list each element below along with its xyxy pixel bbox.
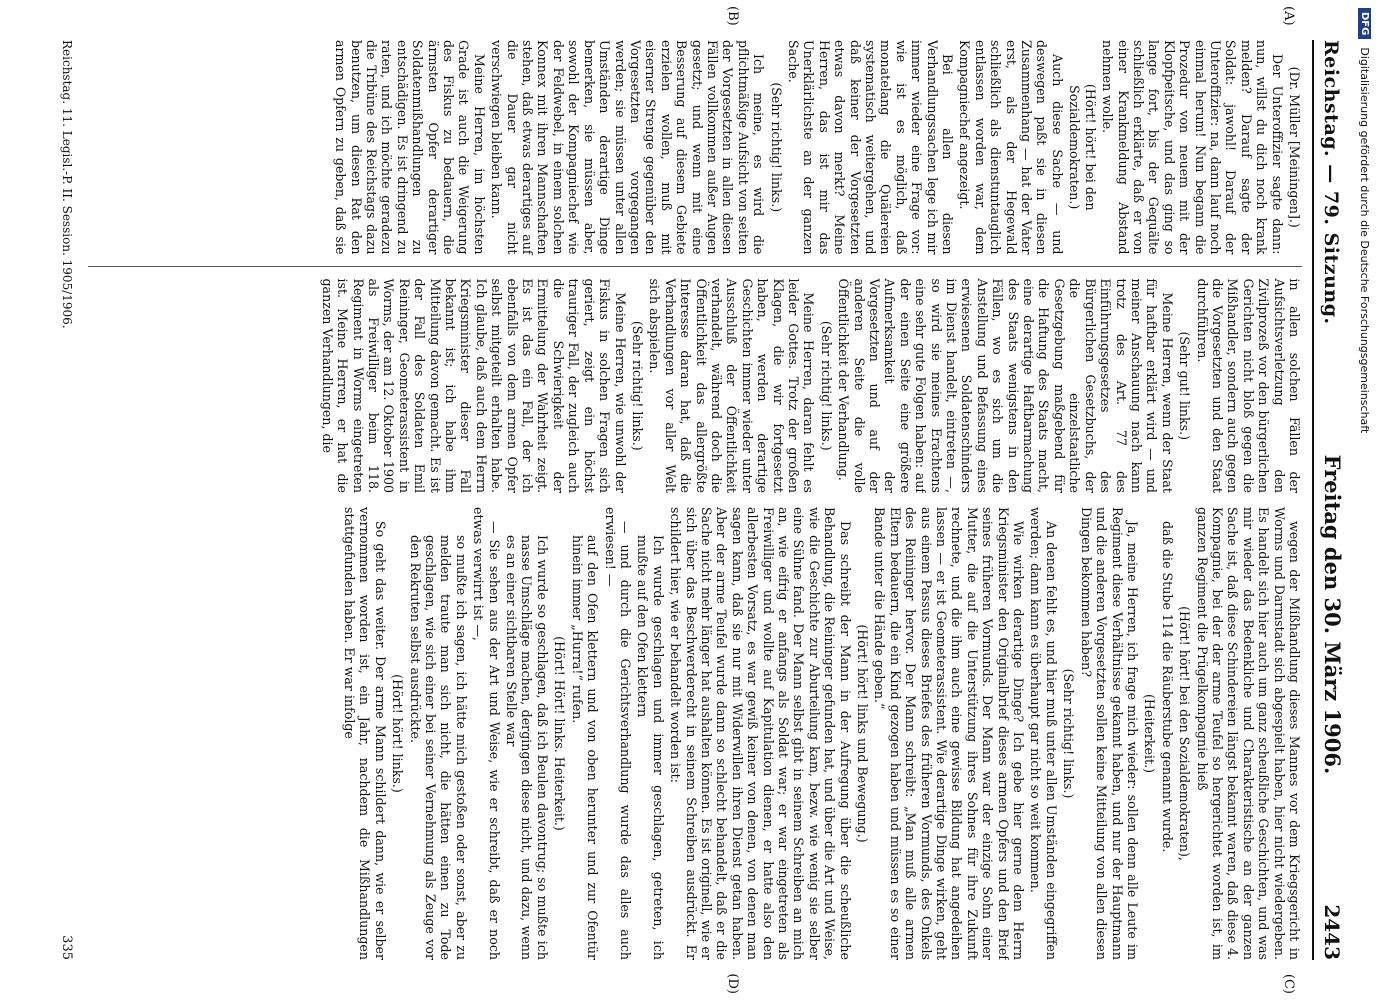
paragraph: so mußte ich sagen, ich hätte mich gestoßen oder sonst, aber zu melden traute man sich nicht, die hätten einen zu Tode geschlagen, wie sich einer bei seiner Vernehmung als Zeuge vor den Rekruten selbst ausdrückte. [407, 535, 469, 960]
header-session: Reichstag. — 79. Sitzung. [1320, 40, 1342, 325]
paragraph: Der Unteroffizier sagte dann: nun, willst du dich noch krank melden? Darauf sagte der Soldat: jawohl! Darauf der Unteroffizier: na, dann lauf noch einmal herum! Nun begann die Prozedur von neuem mit der Klopfpeitsche, und das ging so lange fort, bis der Gequälte schließlich erklärte, daß er von einer Krankmeldung Abstand nehmen wolle. [1100, 40, 1285, 255]
header-date: Freitag den 30. März 1906. [1320, 454, 1345, 775]
paragraph: — Sie sehen aus der Art und Weise, wie er schreibt, daß er noch etwas verwirrt ist —, [471, 507, 502, 960]
interjection: (Sehr richtig! links.) [629, 320, 645, 451]
interjection: (Dr. Müller [Meiningen].) [1287, 66, 1302, 228]
paragraph: Auch diese Sache — und deswegen paßt sie in diesen Zusammenhang — hat der Vater erst, als der Hegewald schließlich als dienstuntauglich entlassen worden war, dem Kompagniechef angezeigt. [957, 40, 1065, 255]
paragraph: auf den Ofen klettern und von oben herunter und zur Ofentür hinein immer „Hurra!“ rufen. [569, 535, 601, 960]
interjection: (Heiterkeit.) [1142, 694, 1158, 773]
interjection: (Hört! hört! bei den Sozialdemokraten), [1177, 606, 1193, 861]
margin-mark-b: (B) [725, 6, 740, 26]
margin-mark-c: (C) [1281, 973, 1296, 994]
paragraph: Bei allen diesen Verhandlungssachen lege ich mir immer wieder eine Frage vor: wie ist es möglich, daß monatelang die Quälereien systematisch weitergehen, und daß keiner der Vorgesetzten etwas davon merkt? Meine Herren, das ist mir das Unerklärlichste an der ganzen Sache. [786, 40, 956, 255]
dfg-logo: DFG [1359, 8, 1372, 39]
interjection: (Hört! hört! links.) [390, 674, 406, 793]
digitization-credit [1355, 8, 1375, 968]
paragraph: Wie wirken derartige Dinge? Ich gebe hier gerne dem Herrn Kriegsminister den Originalbrief dieses armen Opfers und den Brief seines früheren Vormunds. Der Mann war der einzige Sohn einer Mutter, die auf die Unterstützung ihres Sohnes für ihre Zukunft rechnete, und die ihm auch eine gewisse Bildung hat angedeihen lassen — er ist Geometerassistent. Wie derartige Dinge wirken, geht aus einem Passus dieses Briefes des früheren Vormunds, des Onkels des Reininger hervor. Der Mann schreibt: „Man muß alle armen Eltern bedauern, die ein Kind gezogen haben und müssen es so einer Bande unter die Hände geben.“ [872, 507, 1027, 960]
interjection: (Sehr richtig! links.) [818, 320, 834, 451]
footer-publication: Reichstag. 11. Legisl.-P. II. Session. 1905/1906. [60, 40, 74, 329]
paragraph: wegen der Mißhandlung dieses Mannes vor dem Kriegsgericht in Worms und Darmstadt sich abgespielt haben, hier nicht wiedergeben. Es handelt sich hier auch um ganz scheußliche Geschichten, und was mir wieder das Bedenkliche und Charakteristische an der ganzen Sache ist, daß diese Schindereien längst bekannt waren, daß diese 4. Kompagnie, bei der der arme Teufel so hergerichtet worden ist, im ganzen Regiment die Prügelkompagnie hieß [1194, 507, 1302, 960]
paragraph: An denen fehlt es, und hier muß unter allen Umständen eingegriffen werden; dann kann es überhaupt gar nicht so weit kommen. [1028, 507, 1059, 960]
paragraph: Ich meine, es wird die pflichtmäßige Aufsicht von seiten der Vorgesetzten in allen diesen Fällen vollkommen außer Augen gesetzt; und wenn mit eine Besserung auf diesem Gebiete erzielen wollen, muß mit eiserner Strenge gegenüber den Vorgesetzten vorgegangen werden; sie müssen unter allen Umständen derartige Dinge bemerken, sie müssen aber, sowohl der Kompagniechef wie der Feldwebel, in einem solchen Konnex mit ihren Mannschaften stehen, daß etwas derartiges auf die Dauer gar nicht verschwiegen bleiben kann. [489, 40, 767, 255]
digitization-strip [1349, 0, 1383, 1000]
paragraph: Meine Herren, wie unwohl der Fiskus in solchen Fragen sich geriert, zeigt ein höchst trauriger Fall, der zugleich auch die Schwierigkeit der Ermittelung der Wahrheit zeigt. Es ist das ein Fall, der ich ebenfalls von dem armen Opfer selbst mitgeteilt erhalten habe. Ich glaube, daß auch dem Herrn Kriegsminister dieser Fall bekannt ist; ich habe ihm Mitteilung davon gemacht. Es ist der Fall des Soldaten Emil Reininger, Geometerassistent in Worms, der am 12. Oktober 1900 als Freiwilliger beim 118. Regiment in Worms eingetreten ist. Meine Herren, er hat die ganzen Verhandlungen, die [319, 278, 628, 493]
margin-mark-d: (D) [725, 973, 740, 994]
text-columns [88, 40, 1302, 960]
margin-mark-a: (A) [1281, 6, 1296, 26]
interjection: (Hört! hört! links und Bewegung.) [855, 624, 871, 843]
digitization-credit-text: Digitalisierung gefördert durch die Deutsche Forschungsgemeinschaft [1358, 47, 1372, 434]
paragraph: daß die Stube 114 die Räuberstube genannt wurde. [1159, 521, 1175, 853]
interjection: (Hört! hört! bei den Sozialdemokraten.) [1067, 83, 1098, 211]
document-page [40, 0, 1380, 1000]
paragraph: Ich wurde so geschlagen, daß ich Beulen davontrug; so mußte ich nasse Umschläge machen, dergingen diese nicht, und dazu, wenn es an einer sichtbaren Stelle war [504, 535, 550, 960]
footer-sheet-number: 335 [59, 935, 75, 960]
paragraph: Ja, meine Herren, ich frage mich wieder: sollen denn alle Leute im Regiment diese Verhältnisse gekannt haben, und nur der Hauptmann und die anderen Vorgesetzten sollen keine Mitteilung von allen diesen Dingen bekommen haben? [1078, 507, 1140, 960]
interjection: (Sehr richtig! links.) [1061, 668, 1077, 799]
interjection: (Hört! Hört! links. Heiterkeit.) [552, 636, 568, 831]
page-number: 2443 [1320, 904, 1344, 960]
page-footer [56, 40, 78, 960]
right-column [88, 507, 1302, 960]
paragraph: Ich wurde geschlagen und immer geschlagen, getreten, ich mußte auf den Ofen klettern [635, 535, 666, 960]
paragraph: Meine Herren, daran fehlt es leider Gottes. Trotz der großen Klagen, die wir fortgesetzt haben, werden derartige Geschichten immer wieder unter Ausschluß der Öffentlichkeit verhandelt, während doch die Öffentlichkeit das allergrößte Interesse daran hat, daß die Verhandlungen vor aller Welt sich abspielen. [647, 278, 817, 493]
paragraph: Meine Herren, wenn der Staat für haftbar erklärt wird — und meiner Anschauung nach kann trotz des Art. 77 des Einführungsgesetzes des Bürgerlichen Gesetzbuchs, der die einzelstaatliche Gesetzgebung maßgebend für die Haftung des Staats macht, eine derartige Haftbarmachung des Staats wenigstens in den Fällen, wo es sich um die Anstellung und Befassung eines erwiesenen Soldatenschinders im Dienst handelt, eintreten —, so wird sie meines Erachtens eine sehr gute Folgen haben: auf der einen Seite eine größere Aufmerksamkeit der Vorgesetzten und auf der anderen Seite die volle Öffentlichkeit der Verhandlung. [836, 278, 1175, 493]
left-column [88, 40, 1302, 493]
paragraph: Das schreibt der Mann in der Aufregung über die scheußliche Behandlung, die Reininger gefunden hat, und über die Art und Weise, wie die Geschichte zur Aburteilung kam, bezw. wie wenig sie selber eine Sühne fand. Der Mann selbst gibt in seinem Schreiben an mich an, wie eifrig er anfangs als Soldat war; er war eingetreten als Freiwilliger und wollte auf Kapitulation dienen, er hatte also den allerbesten Vorsatz, es war gewiß keiner von denen, von denen man sagen kann, daß sie nur mit Widerwillen ihren Dienst getan haben. Aber der arme Teufel wurde dann so schlecht behandelt, daß er die Sache nicht mehr länger hat aushalten können. Es ist originell, wie er sich über das Beschwerderecht in seinem Schreiben ausdrückt. Er schildert hier, wie er behandelt worden ist: [668, 507, 853, 960]
interjection: (Sehr gut! links.) [1177, 331, 1193, 441]
paragraph: — und durch die Gerichtsverhandlung wurde das alles auch erwiesen! — [602, 507, 633, 960]
paragraph: Meine Herren, im höchsten Grade ist auch die Weigerung des Fiskus zu bedauern, die ärmsten Opfer derartiger Soldatenmißhandlungen zu entschädigen. Es ist dringend zu raten, und ich möchte geradezu die Tribüne des Reichstags dazu benutzen, um diesen Rat den armen Opfern zu geben, daß sie in allen solchen Fällen der Aufsichtsverletzung den Zivilprozeß vor den bürgerlichen Gerichten nicht bloß gegen die Mißhandler, sondern auch gegen die Vorgesetzten und den Staat durchführen. [333, 40, 1302, 493]
paragraph: So geht das weiter. Der arme Mann schildert dann, wie er selber vernommen worden ist, ein Jahr, nachdem die Mißhandlungen stattgefunden haben. Er war infolge [342, 507, 388, 960]
interjection: (Sehr richtig! links.) [768, 82, 784, 213]
